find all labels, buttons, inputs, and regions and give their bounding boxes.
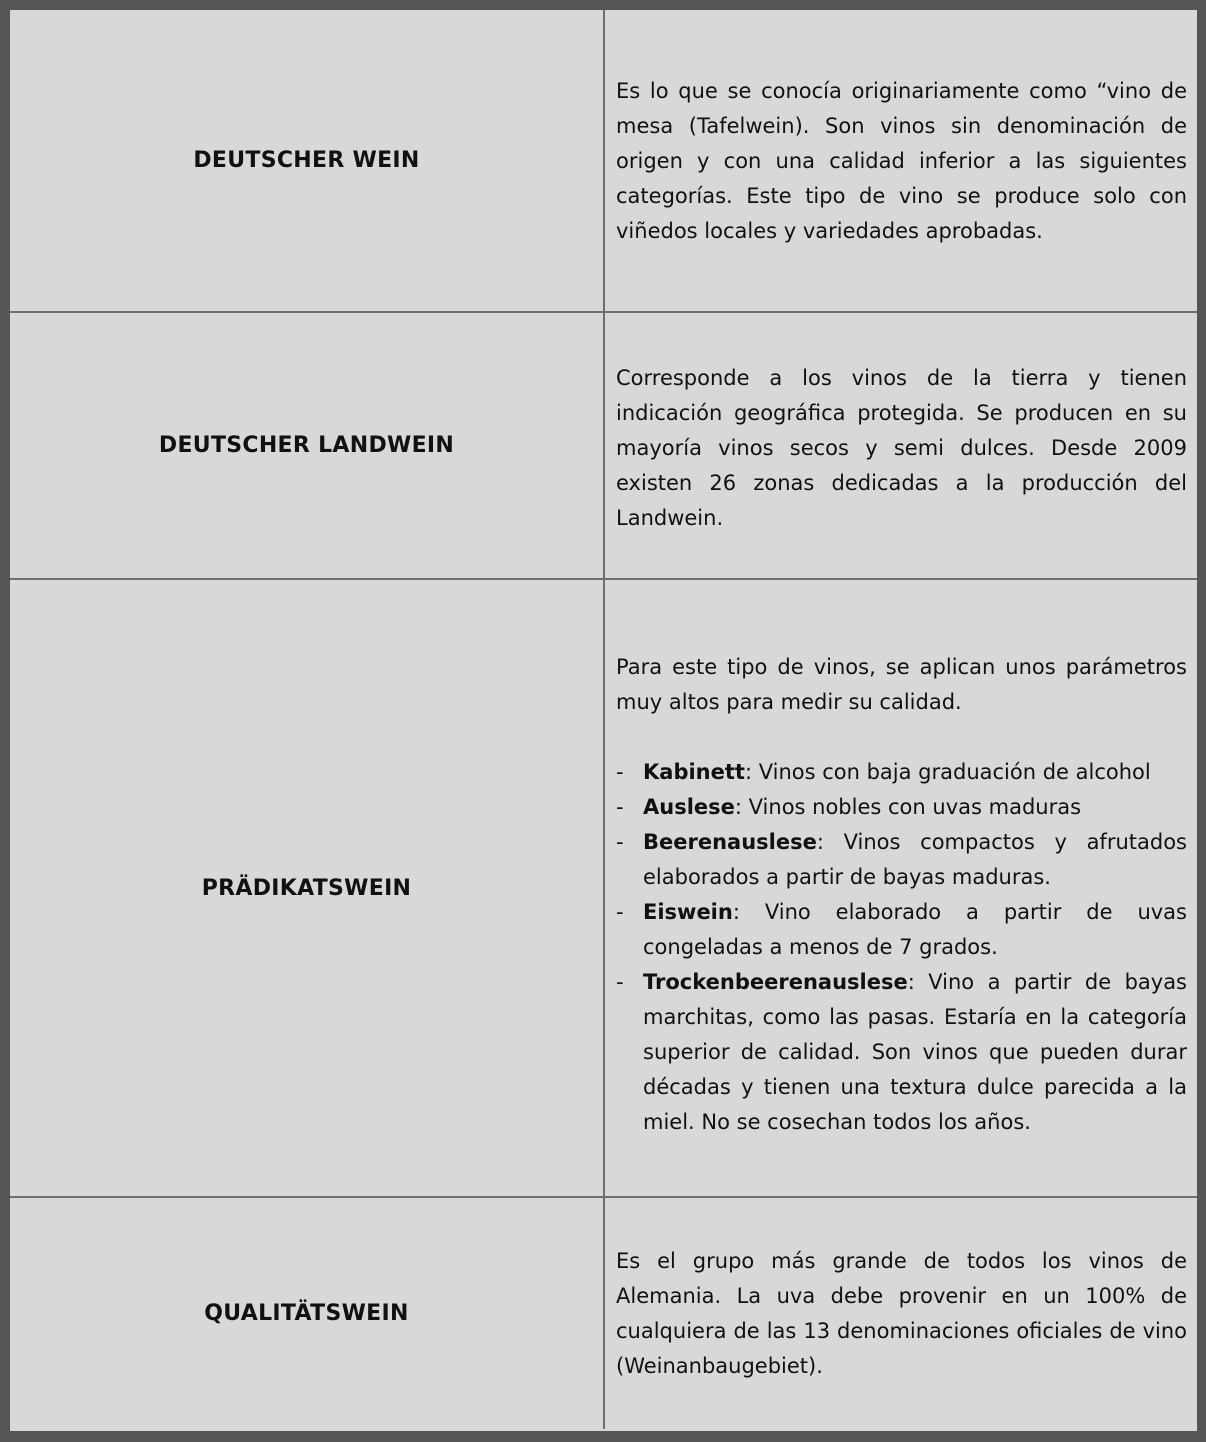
list-item (616, 790, 1187, 825)
term-text: : Vinos nobles con uvas maduras (734, 795, 1082, 819)
bullet-dash: - (616, 795, 624, 819)
quality-levels-list (616, 755, 1187, 1140)
term: Kabinett (643, 760, 745, 784)
category-description (604, 579, 1197, 1197)
list-item (616, 825, 1187, 895)
category-description (604, 312, 1197, 579)
term: Auslese (643, 795, 735, 819)
description-text: Es lo que se conocía originariamente como “vino de mesa (Tafelwein). Son vinos sin denominación de origen y con una calidad inferior a las siguientes categorías. Este tipo de vino se produce solo con viñedos locales y variedades aprobadas. (616, 79, 1187, 243)
spacer (616, 720, 1187, 755)
term: Eiswein (643, 900, 733, 924)
description-text: Es el grupo más grande de todos los vinos de Alemania. La uva debe provenir en un 100% de cualquiera de las 13 denominaciones oficiales de vino (Weinanbaugebiet). (616, 1248, 1187, 1378)
category-description (604, 10, 1197, 312)
description-text: Corresponde a los vinos de la tierra y tienen indicación geográfica protegida. Se producen en su mayoría vinos secos y semi dulces. Desde 2009 existen 26 zonas dedicadas a la producción del Landwein. (616, 366, 1187, 530)
list-item (616, 965, 1187, 1140)
term: Beerenauslese (643, 830, 817, 854)
list-item (616, 895, 1187, 965)
table-row (10, 312, 1197, 579)
category-description (604, 1197, 1197, 1429)
table-row (10, 1197, 1197, 1429)
table-row (10, 579, 1197, 1197)
category-name: DEUTSCHER LANDWEIN (10, 312, 604, 579)
table-row (10, 10, 1197, 312)
term: Trockenbeerenauslese (643, 970, 908, 994)
bullet-dash: - (616, 830, 624, 854)
category-name: DEUTSCHER WEIN (10, 10, 604, 312)
bullet-dash: - (616, 760, 624, 784)
bullet-dash: - (616, 970, 624, 994)
list-item (616, 755, 1187, 790)
term-text: : Vino elaborado a partir de uvas congeladas a menos de 7 grados. (643, 900, 1187, 959)
bullet-dash: - (616, 900, 624, 924)
term-text: : Vino a partir de bayas marchitas, como las pasas. Estaría en la categoría superior de calidad. Son vinos que pueden durar décadas y tienen una textura dulce parecida a la miel. No se cosechan todos los años. (643, 970, 1187, 1134)
term-text: : Vinos compactos y afrutados elaborados a partir de bayas maduras. (643, 830, 1187, 889)
category-name: PRÄDIKATSWEIN (10, 579, 604, 1197)
description-intro: Para este tipo de vinos, se aplican unos parámetros muy altos para medir su calidad. (616, 655, 1187, 714)
category-name: QUALITÄTSWEIN (10, 1197, 604, 1429)
wine-classification-table (10, 10, 1197, 1429)
term-text: : Vinos con baja graduación de alcohol (744, 760, 1151, 784)
